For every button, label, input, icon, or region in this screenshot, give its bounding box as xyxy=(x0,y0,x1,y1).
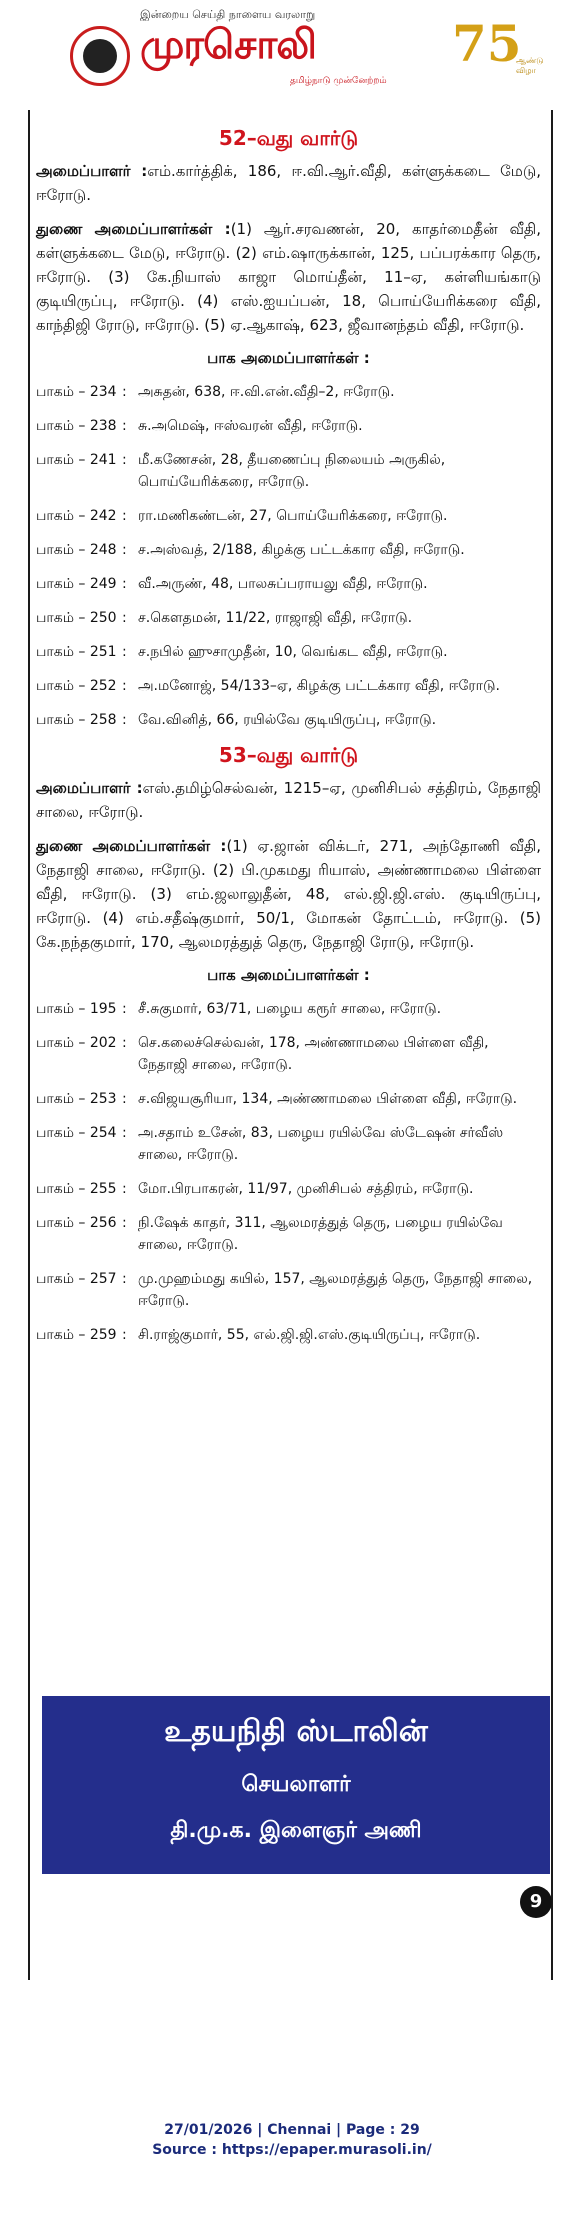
booth-row xyxy=(36,1178,541,1200)
ward-52-deputies xyxy=(36,217,541,337)
booth-label: பாகம் – 254 xyxy=(36,1125,117,1141)
booth-colon: : xyxy=(122,1125,127,1141)
booth-label: பாகம் – 234 xyxy=(36,384,117,400)
booth-text: ச.விஜயசூரியா, 134, அண்ணாமலை பிள்ளை வீதி, ஈரோடு. xyxy=(138,1091,518,1107)
announcement-banner xyxy=(42,1696,550,1874)
organizer-label: அமைப்பாளர் : xyxy=(36,779,143,797)
booth-colon: : xyxy=(122,1327,127,1343)
ward-53-booth-list xyxy=(36,998,541,1346)
booth-text: வீ.அருண், 48, பாலசுப்பராயலு வீதி, ஈரோடு. xyxy=(138,576,428,592)
booth-label: பாகம் – 249 xyxy=(36,576,117,592)
booth-label: பாகம் – 252 xyxy=(36,678,117,694)
masthead-inner xyxy=(60,8,544,88)
booth-text: ச.கௌதமன், 11/22, ராஜாஜி வீதி, ஈரோடு. xyxy=(138,610,413,626)
booth-label: பாகம் – 202 xyxy=(36,1035,117,1051)
booth-label: பாகம் – 258 xyxy=(36,712,117,728)
ward-53-booth-heading: பாக அமைப்பாளர்கள் : xyxy=(207,966,370,984)
booth-colon: : xyxy=(122,384,127,400)
booth-text: சீ.சுகுமார், 63/71, பழைய கரூர் சாலை, ஈரோடு. xyxy=(138,1001,442,1017)
booth-label: பாகம் – 251 xyxy=(36,644,117,660)
booth-label: பாகம் – 238 xyxy=(36,418,117,434)
booth-colon: : xyxy=(122,576,127,592)
ward-53-deputies xyxy=(36,834,541,954)
deputy-label: துணை அமைப்பாளர்கள் : xyxy=(36,837,227,855)
organizer-text: எம்.கார்த்திக், 186, ஈ.வி.ஆர்.வீதி, கள்ளுக்கடை மேடு, ஈரோடு. xyxy=(36,162,541,204)
booth-label: பாகம் – 250 xyxy=(36,610,117,626)
ward-53-heading: 53–வது வார்டு xyxy=(218,743,359,767)
booth-colon: : xyxy=(122,452,127,468)
footer-dateline: 27/01/2026 | Chennai | Page : 29 xyxy=(164,2122,420,2138)
booth-text: மு.முஹம்மது கயில், 157, ஆலமரத்துத் தெரு, நேதாஜி சாலை, ஈரோடு. xyxy=(138,1271,533,1309)
footer-source-link[interactable]: Source : https://epaper.murasoli.in/ xyxy=(152,2142,432,2158)
organizer-text: எஸ்.தமிழ்செல்வன், 1215–ஏ, முனிசிபல் சத்திரம், நேதாஜி சாலை, ஈரோடு. xyxy=(36,779,541,821)
booth-colon: : xyxy=(122,1035,127,1051)
booth-row xyxy=(36,505,541,527)
booth-label: பாகம் – 256 xyxy=(36,1215,117,1231)
article-content xyxy=(36,126,541,1358)
booth-text: சி.ராஜ்குமார், 55, எல்.ஜி.ஜி.எஸ்.குடியிருப்பு, ஈரோடு. xyxy=(138,1327,481,1343)
booth-colon: : xyxy=(122,1181,127,1197)
booth-row xyxy=(36,1088,541,1110)
page-number-badge: 9 xyxy=(520,1886,552,1918)
booth-label: பாகம் – 255 xyxy=(36,1181,117,1197)
booth-colon: : xyxy=(122,678,127,694)
organizer-label: அமைப்பாளர் : xyxy=(36,162,148,180)
booth-label: பாகம் – 242 xyxy=(36,508,117,524)
booth-label: பாகம் – 253 xyxy=(36,1091,117,1107)
booth-row xyxy=(36,573,541,595)
masthead-title: முரசொலி xyxy=(140,22,316,68)
booth-text: சு.அமெஷ், ஈஸ்வரன் வீதி, ஈரோடு. xyxy=(138,418,363,434)
booth-row xyxy=(36,1032,541,1076)
booth-row xyxy=(36,415,541,437)
booth-label: பாகம் – 257 xyxy=(36,1271,117,1287)
booth-colon: : xyxy=(122,1001,127,1017)
booth-text: வே.வினித், 66, ரயில்வே குடியிருப்பு, ஈரோடு. xyxy=(138,712,437,728)
ward-52-heading: 52–வது வார்டு xyxy=(218,126,359,150)
booth-colon: : xyxy=(122,610,127,626)
booth-label: பாகம் – 259 xyxy=(36,1327,117,1343)
banner-name: உதயநிதி ஸ்டாலின் xyxy=(164,1714,428,1749)
booth-text: ச.அஸ்வத், 2/188, கிழக்கு பட்டக்கார வீதி, ஈரோடு. xyxy=(138,542,465,558)
booth-row xyxy=(36,675,541,697)
booth-text: அசுதன், 638, ஈ.வி.என்.வீதி–2, ஈரோடு. xyxy=(138,384,395,400)
deputy-text: (1) ஆர்.சரவணன், 20, காதர்மைதீன் வீதி, கள்ளுக்கடை மேடு, ஈரோடு. (2) எம்.ஷாருக்கான், 125, பப்பரக்கார தெரு, ஈரோடு. (3) கே.நியாஸ் காஜா மொய்தீன், 11–ஏ, கள்ளியங்காடு குடியிருப்பு, ஈரோடு. (4) எஸ்.ஐயப்பன், 18, பொய்யேரிக்கரை வீதி, காந்திஜி ரோடு, ஈரோடு. (5) ஏ.ஆகாஷ், 623, ஜீவானந்தம் வீதி, ஈரோடு. xyxy=(36,220,541,334)
masthead-subtitle: தமிழ்நாடு முன்னேற்றம் xyxy=(290,76,387,86)
booth-colon: : xyxy=(122,508,127,524)
booth-text: அ.சதாம் உசேன், 83, பழைய ரயில்வே ஸ்டேஷன் சர்வீஸ் சாலை, ஈரோடு. xyxy=(138,1125,504,1163)
banner-org: தி.மு.க. இளைஞர் அணி xyxy=(170,1818,422,1843)
banner-role: செயலாளர் xyxy=(241,1772,351,1797)
booth-colon: : xyxy=(122,542,127,558)
ward-52-booth-list xyxy=(36,381,541,731)
booth-text: செ.கலைச்செல்வன், 178, அண்ணாமலை பிள்ளை வீதி, நேதாஜி சாலை, ஈரோடு. xyxy=(138,1035,489,1073)
booth-text: மோ.பிரபாகரன், 11/97, முனிசிபல் சத்திரம், ஈரோடு. xyxy=(138,1181,474,1197)
booth-row xyxy=(36,381,541,403)
booth-row xyxy=(36,1324,541,1346)
booth-colon: : xyxy=(122,418,127,434)
footer xyxy=(0,2120,584,2160)
anniversary-note: ஆண்டு விழா xyxy=(516,56,544,75)
booth-text: மீ.கணேசன், 28, தீயணைப்பு நிலையம் அருகில், பொய்யேரிக்கரை, ஈரோடு. xyxy=(138,452,446,490)
masthead xyxy=(0,0,584,100)
booth-row xyxy=(36,539,541,561)
booth-label: பாகம் – 195 xyxy=(36,1001,117,1017)
booth-row xyxy=(36,1268,541,1312)
ward-53-organizer xyxy=(36,776,541,824)
booth-colon: : xyxy=(122,1091,127,1107)
booth-row xyxy=(36,1122,541,1166)
booth-text: ச.நபில் ஹுசாமுதீன், 10, வெங்கட வீதி, ஈரோடு. xyxy=(138,644,448,660)
booth-row xyxy=(36,709,541,731)
booth-label: பாகம் – 248 xyxy=(36,542,117,558)
booth-row xyxy=(36,449,541,493)
booth-row xyxy=(36,1212,541,1256)
booth-colon: : xyxy=(122,1215,127,1231)
ward-52-booth-heading: பாக அமைப்பாளர்கள் : xyxy=(207,349,370,367)
booth-row xyxy=(36,998,541,1020)
emblem-core xyxy=(83,39,117,73)
booth-colon: : xyxy=(122,712,127,728)
booth-colon: : xyxy=(122,644,127,660)
booth-label: பாகம் – 241 xyxy=(36,452,117,468)
ward-52-organizer xyxy=(36,159,541,207)
anniversary-logo: 75 xyxy=(452,14,522,73)
deputy-label: துணை அமைப்பாளர்கள் : xyxy=(36,220,231,238)
masthead-tagline: இன்றைய செய்தி நாளைய வரலாறு xyxy=(140,8,316,21)
booth-text: ரா.மணிகண்டன், 27, பொய்யேரிக்கரை, ஈரோடு. xyxy=(138,508,448,524)
party-emblem-icon xyxy=(70,26,130,86)
booth-colon: : xyxy=(122,1271,127,1287)
booth-text: நி.ஷேக் காதர், 311, ஆலமரத்துத் தெரு, பழைய ரயில்வே சாலை, ஈரோடு. xyxy=(138,1215,503,1253)
booth-text: அ.மனோஜ், 54/133–ஏ, கிழக்கு பட்டக்கார வீதி, ஈரோடு. xyxy=(138,678,500,694)
booth-row xyxy=(36,607,541,629)
booth-row xyxy=(36,641,541,663)
deputy-text: (1) ஏ.ஜான் விக்டர், 271, அந்தோணி வீதி, நேதாஜி சாலை, ஈரோடு. (2) பி.முகமது ரியாஸ், அண்ணாமலை பிள்ளை வீதி, ஈரோடு. (3) எம்.ஜலாலுதீன், 48, எல்.ஜி.ஜி.எஸ். குடியிருப்பு, ஈரோடு. (4) எம்.சதீஷ்குமார், 50/1, மோகன் தோட்டம், ஈரோடு. (5) கே.நந்தகுமார், 170, ஆலமரத்துத் தெரு, நேதாஜி ரோடு, ஈரோடு. xyxy=(36,837,541,951)
